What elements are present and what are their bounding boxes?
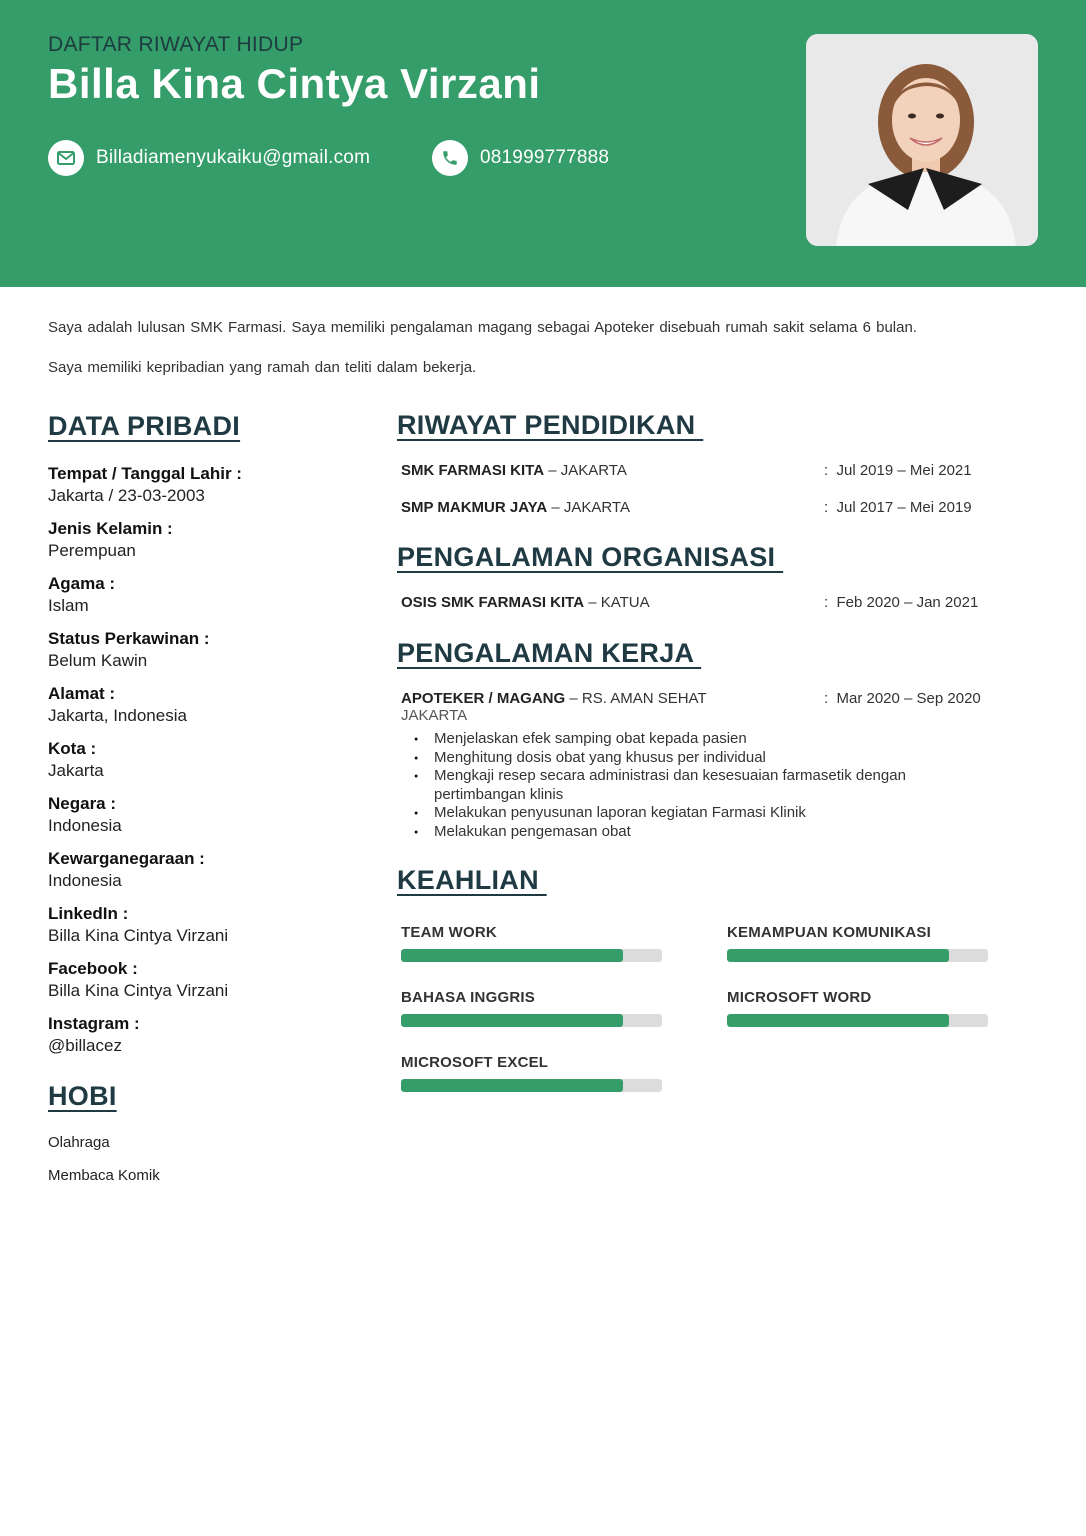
work-task-list <box>414 730 984 841</box>
school-place: – JAKARTA <box>544 462 627 479</box>
skill-name: BAHASA INGGRIS <box>401 989 535 1006</box>
work-date: : Mar 2020 – Sep 2020 <box>824 690 981 707</box>
work-position: APOTEKER / MAGANG <box>401 690 566 707</box>
skill-item <box>401 989 662 1027</box>
document-label: DAFTAR RIWAYAT HIDUP <box>48 33 304 56</box>
field-marital-status <box>48 628 210 672</box>
school-name: SMP MAKMUR JAYA <box>401 499 548 516</box>
field-gender <box>48 518 173 562</box>
work-task: ● Melakukan pengemasan obat <box>414 823 984 842</box>
skill-bar-track <box>401 1014 662 1027</box>
organization-entry <box>401 594 650 611</box>
education-date: : Jul 2019 – Mei 2021 <box>824 462 972 479</box>
skill-item <box>727 924 988 962</box>
skill-item <box>401 1054 662 1092</box>
email-text: Billadiamenyukaiku@gmail.com <box>96 147 371 168</box>
field-value: Belum Kawin <box>48 651 148 670</box>
education-date: : Jul 2017 – Mei 2019 <box>824 499 972 516</box>
field-label: Status Perkawinan : <box>48 629 210 648</box>
work-city: JAKARTA <box>401 707 468 724</box>
skill-bar-track <box>401 949 662 962</box>
field-value: Jakarta / 23-03-2003 <box>48 486 205 505</box>
phone-contact[interactable] <box>432 140 609 176</box>
field-label: LinkedIn : <box>48 904 129 923</box>
phone-icon <box>432 140 468 176</box>
field-value: Jakarta, Indonesia <box>48 706 187 725</box>
skill-item <box>401 924 662 962</box>
field-address <box>48 683 187 727</box>
field-value: Indonesia <box>48 816 122 835</box>
field-label: Tempat / Tanggal Lahir : <box>48 464 242 483</box>
envelope-icon <box>48 140 84 176</box>
field-birth <box>48 463 242 507</box>
field-label: Kota : <box>48 739 97 758</box>
school-name: SMK FARMASI KITA <box>401 462 545 479</box>
field-value: Jakarta <box>48 761 104 780</box>
work-entry <box>401 690 707 707</box>
phone-text: 081999777888 <box>480 147 610 168</box>
field-value: @billacez <box>48 1036 122 1055</box>
field-religion <box>48 573 115 617</box>
field-facebook <box>48 958 228 1002</box>
organization-date: : Feb 2020 – Jan 2021 <box>824 594 979 611</box>
data-pribadi-title: DATA PRIBADI <box>48 411 241 441</box>
field-city <box>48 738 104 782</box>
field-value: Billa Kina Cintya Virzani <box>48 926 229 945</box>
field-label: Alamat : <box>48 684 116 703</box>
summary-line-2: Saya memiliki kepribadian yang ramah dan teliti dalam bekerja. <box>48 359 477 376</box>
skill-name: KEMAMPUAN KOMUNIKASI <box>727 924 931 941</box>
skill-name: TEAM WORK <box>401 924 497 941</box>
field-value: Indonesia <box>48 871 122 890</box>
work-task: ● Mengkaji resep secara administrasi dan kesesuaian farmasetik dengan pertimbangan klinis <box>414 767 984 804</box>
field-label: Facebook : <box>48 959 138 978</box>
hobby-item: Membaca Komik <box>48 1167 160 1184</box>
email-contact[interactable] <box>48 140 370 176</box>
field-label: Agama : <box>48 574 116 593</box>
school-place: – JAKARTA <box>547 499 630 516</box>
summary-line-1: Saya adalah lulusan SMK Farmasi. Saya memiliki pengalaman magang sebagai Apoteker disebuah rumah sakit selama 6 bulan. <box>48 319 917 336</box>
work-place: – RS. AMAN SEHAT <box>565 690 707 707</box>
skill-bar-fill <box>401 1014 623 1027</box>
summary <box>48 314 1033 394</box>
skill-bar-track <box>727 949 988 962</box>
skill-item <box>727 989 988 1027</box>
field-label: Jenis Kelamin : <box>48 519 173 538</box>
header-banner <box>0 0 1086 287</box>
work-task: ● Menghitung dosis obat yang khusus per individual <box>414 749 984 768</box>
skill-bar-fill <box>727 1014 949 1027</box>
skill-bar-fill <box>727 949 949 962</box>
field-value: Islam <box>48 596 89 615</box>
pendidikan-title: RIWAYAT PENDIDIKAN <box>397 410 704 440</box>
skill-bar-track <box>727 1014 988 1027</box>
field-label: Negara : <box>48 794 117 813</box>
field-value: Billa Kina Cintya Virzani <box>48 981 229 1000</box>
field-citizenship <box>48 848 205 892</box>
work-task: ● Melakukan penyusunan laporan kegiatan Farmasi Klinik <box>414 804 984 823</box>
field-instagram <box>48 1013 140 1057</box>
kerja-title: PENGALAMAN KERJA <box>397 638 702 668</box>
skill-name: MICROSOFT WORD <box>727 989 872 1006</box>
full-name: Billa Kina Cintya Virzani <box>48 60 541 107</box>
field-label: Kewarganegaraan : <box>48 849 205 868</box>
skill-bar-track <box>401 1079 662 1092</box>
skill-name: MICROSOFT EXCEL <box>401 1054 549 1071</box>
organization-name: OSIS SMK FARMASI KITA <box>401 594 585 611</box>
field-country <box>48 793 122 837</box>
hobi-title: HOBI <box>48 1081 117 1111</box>
field-linkedin <box>48 903 228 947</box>
work-task: ● Menjelaskan efek samping obat kepada pasien <box>414 730 984 749</box>
hobby-item: Olahraga <box>48 1134 110 1151</box>
skill-bar-fill <box>401 949 623 962</box>
organisasi-title: PENGALAMAN ORGANISASI <box>397 542 784 572</box>
education-entry <box>401 462 627 479</box>
organization-role: – KATUA <box>584 594 650 611</box>
keahlian-title: KEAHLIAN <box>397 865 547 895</box>
profile-photo <box>806 34 1038 246</box>
field-value: Perempuan <box>48 541 136 560</box>
skill-bar-fill <box>401 1079 623 1092</box>
field-label: Instagram : <box>48 1014 140 1033</box>
education-entry <box>401 499 630 516</box>
